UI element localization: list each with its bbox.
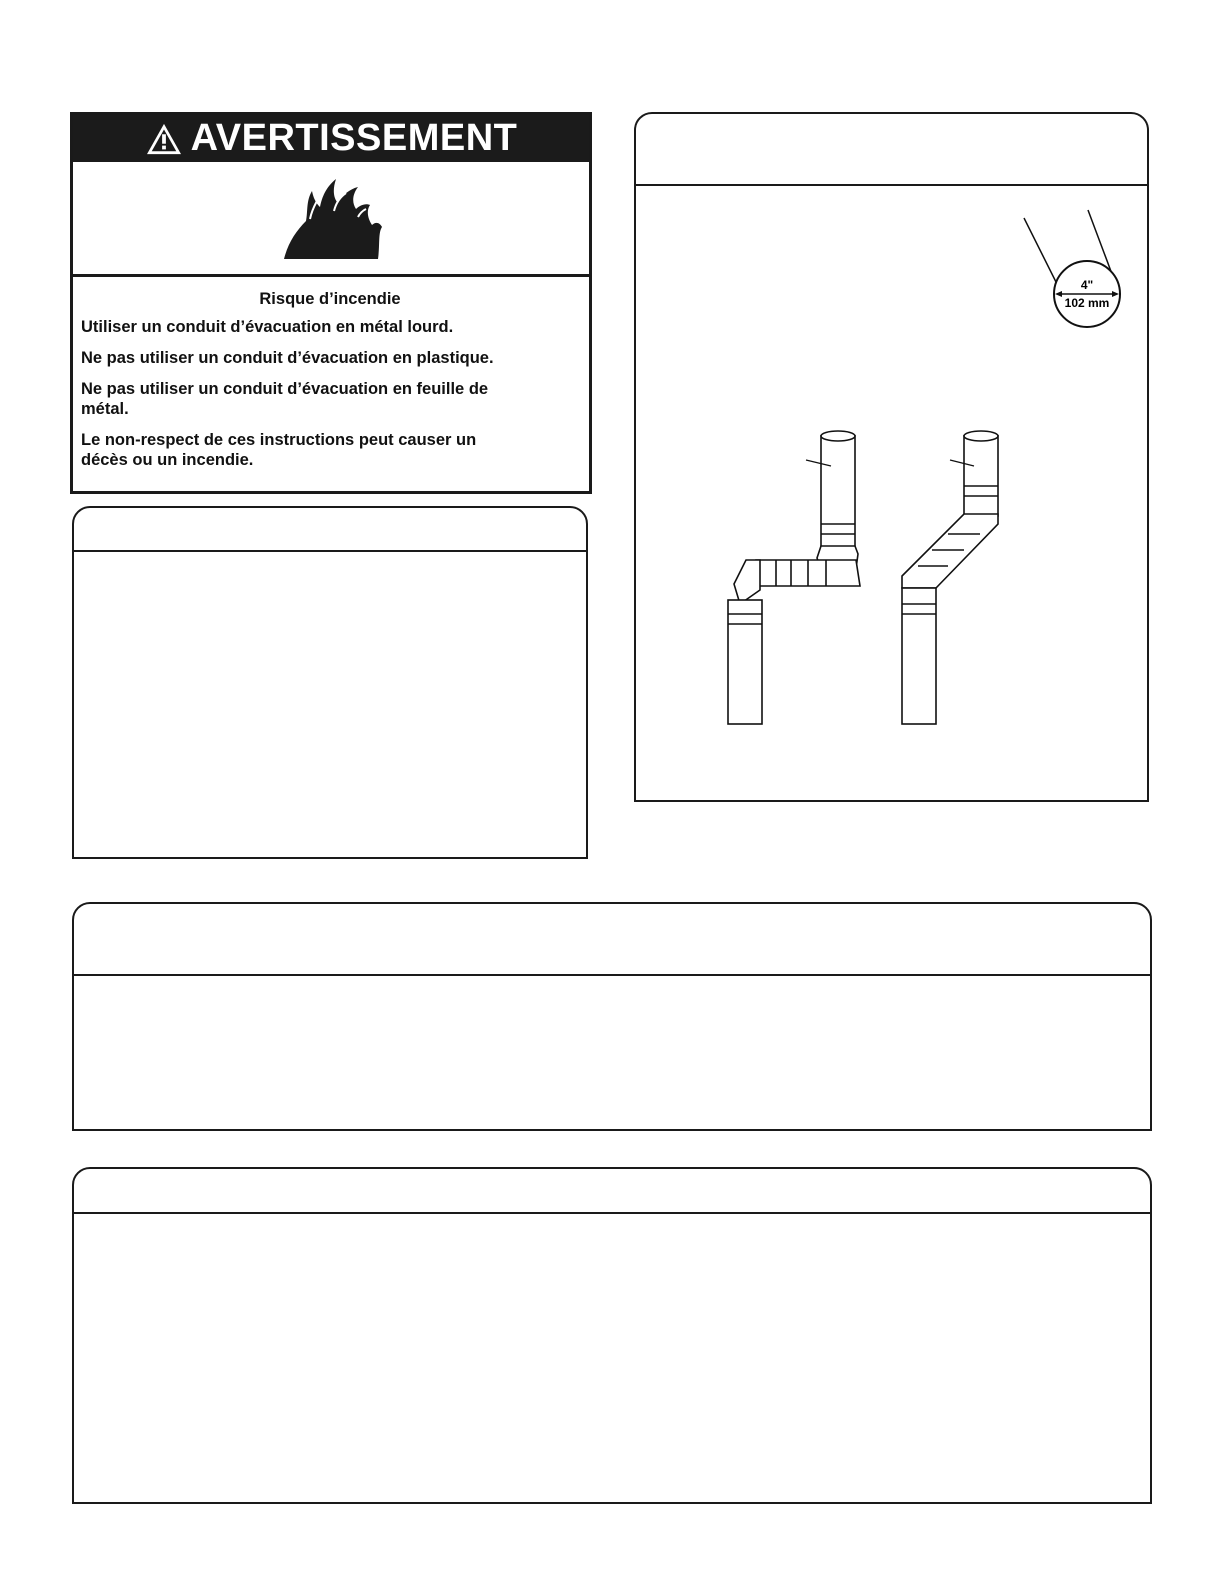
dim-mm-label: 102 mm — [1064, 296, 1110, 310]
duct-left — [728, 431, 860, 724]
panel-divider — [74, 1212, 1150, 1214]
warning-title: AVERTISSEMENT — [190, 117, 518, 159]
warning-line-1: Utiliser un conduit d’évacuation en métal lourd. — [81, 318, 454, 336]
fire-icon — [276, 173, 386, 263]
panel-wide-2 — [72, 1167, 1152, 1504]
dim-in-label: 4" — [1080, 278, 1094, 292]
warning-header — [73, 115, 589, 162]
warning-triangle-icon — [145, 122, 183, 156]
warning-subtitle: Risque d’incendie — [259, 290, 401, 308]
warning-line-2: Ne pas utiliser un conduit d’évacuation en plastique. — [81, 349, 494, 367]
panel-divider — [74, 550, 586, 552]
warning-box — [70, 112, 592, 494]
panel-wide-1 — [72, 902, 1152, 1131]
duct-illustration — [636, 114, 1147, 800]
warning-line-3: Ne pas utiliser un conduit d’évacuation en feuille de métal. — [81, 380, 489, 418]
duct-right — [902, 431, 998, 724]
warning-body — [73, 277, 589, 491]
panel-duct-diagram — [634, 112, 1149, 802]
panel-divider — [74, 974, 1150, 976]
duct-diameter-callout — [1024, 210, 1120, 327]
warning-line-4: Le non-respect de ces instructions peut causer un décès ou un incendie. — [81, 431, 477, 469]
warning-symbol-row — [73, 162, 589, 277]
panel-left — [72, 506, 588, 859]
